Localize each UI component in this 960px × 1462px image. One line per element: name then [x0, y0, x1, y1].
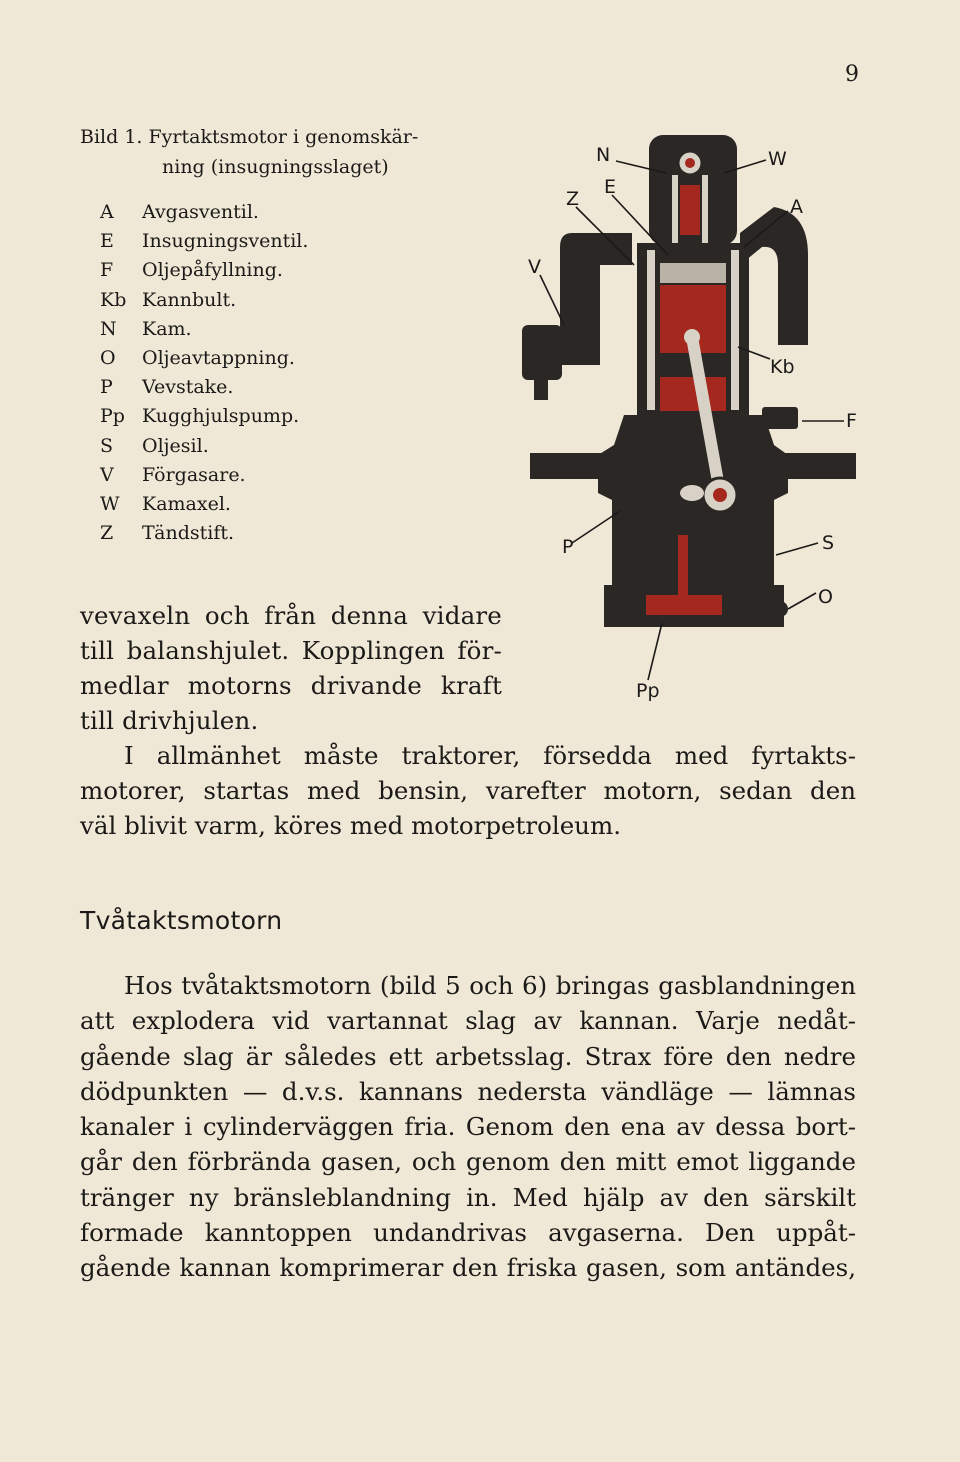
legend-key: Z — [100, 522, 114, 545]
legend-text: Kam. — [142, 317, 192, 340]
caption-line: Bild 1. Fyrtaktsmotor i genomskär- — [80, 126, 419, 148]
text-line: vevaxeln och från denna vidare — [80, 601, 502, 630]
legend-key: Pp — [100, 405, 125, 428]
legend-text: Oljepåfyllning. — [142, 259, 283, 282]
text-line: Hos tvåtaktsmotorn (bild 5 och 6) bringas gasblandningen — [124, 971, 856, 1000]
legend-item — [100, 315, 308, 344]
label-Kb: Kb — [770, 356, 795, 378]
label-Pp: Pp — [636, 680, 660, 702]
text-line: I allmänhet måste traktorer, försedda med fyrtakts- — [124, 741, 856, 770]
camshaft-center — [685, 158, 695, 168]
text-line: kanaler i cylinderväggen fria. Genom den ena av dessa bort- — [80, 1112, 856, 1142]
figure-caption — [80, 122, 500, 182]
legend-text: Oljesil. — [142, 434, 209, 457]
legend-text: Insugningsventil. — [142, 230, 309, 253]
legend-key: A — [100, 201, 114, 223]
text-line: motorer, startas med bensin, varefter motorn, sedan den — [80, 776, 856, 805]
paragraph-2 — [80, 738, 856, 843]
carburetor-float — [534, 380, 548, 400]
legend-key: E — [100, 230, 114, 253]
carburetor-neck — [560, 347, 590, 365]
legend-key: S — [100, 434, 114, 457]
legend-key: N — [100, 317, 117, 340]
label-W: W — [768, 148, 787, 170]
figure-legend — [100, 198, 308, 548]
oil-pump-shaft — [678, 535, 688, 597]
label-E: E — [604, 176, 617, 198]
legend-item — [100, 227, 308, 256]
legend-text: Vevstake. — [142, 376, 234, 399]
crankshaft-hub — [680, 485, 704, 501]
crankcase-flange — [530, 453, 856, 479]
text-line: medlar motorns drivande kraft — [80, 671, 502, 700]
legend-key: V — [100, 463, 114, 486]
legend-item — [100, 344, 308, 373]
legend-text: Tändstift. — [142, 522, 235, 545]
label-V: V — [528, 256, 541, 278]
oil-drain-plug — [772, 601, 788, 617]
section-heading: Tvåtaktsmotorn — [80, 906, 283, 935]
legend-text: Förgasare. — [142, 463, 246, 486]
oil-filler — [762, 407, 798, 429]
text-line: väl blivit varm, köres med motorpetroleum. — [80, 811, 621, 840]
label-O: O — [818, 586, 833, 608]
label-P: P — [562, 536, 574, 558]
text-line: till drivhjulen. — [80, 706, 259, 735]
legend-item — [100, 373, 308, 402]
legend-item — [100, 286, 308, 315]
text-line: gående slag är således ett arbetsslag. Strax före den nedre — [80, 1041, 856, 1071]
engine-diagram — [512, 115, 872, 710]
label-N: N — [596, 144, 611, 166]
cylinder-wall-left — [647, 250, 655, 410]
legend-key: Kb — [100, 288, 127, 311]
label-A: A — [790, 196, 803, 218]
text-line: till balanshjulet. Kopplingen för- — [80, 636, 502, 665]
legend-text: Oljeavtappning. — [142, 347, 295, 370]
oil-pump-gear — [646, 595, 722, 615]
legend-item — [100, 198, 308, 227]
legend-text: Kamaxel. — [142, 493, 231, 516]
legend-key: P — [100, 376, 113, 399]
legend-key: W — [100, 493, 120, 516]
legend-text: Kugghjulspump. — [142, 405, 300, 428]
combustion-chamber — [660, 263, 726, 283]
lower-cylinder-red — [660, 377, 726, 411]
label-S: S — [822, 532, 835, 554]
paragraph-3 — [80, 968, 856, 1286]
carburetor — [522, 325, 562, 380]
legend-item — [100, 402, 308, 431]
label-F: F — [846, 410, 857, 432]
legend-item — [100, 461, 308, 490]
crank-bearing-center — [713, 488, 727, 502]
text-line: att explodera vid vartannat slag av kannan. Varje nedåt- — [80, 1006, 856, 1036]
text-line: dödpunkten — d.v.s. kannans nedersta vändläge — lämnas — [80, 1076, 856, 1106]
valve-housing-detail — [680, 185, 700, 235]
cylinder-wall-right — [731, 250, 739, 410]
legend-text: Avgasventil. — [142, 201, 259, 223]
label-Z: Z — [566, 188, 580, 210]
legend-item — [100, 490, 308, 519]
legend-item — [100, 256, 308, 285]
legend-key: O — [100, 347, 116, 370]
legend-item — [100, 432, 308, 461]
page-number: 9 — [845, 62, 859, 87]
legend-key: F — [100, 259, 114, 282]
legend-item — [100, 519, 308, 548]
paragraph-1 — [80, 598, 502, 738]
legend-text: Kannbult. — [142, 288, 237, 311]
text-line: går den förbrända gasen, och genom den mitt emot liggande — [80, 1147, 856, 1177]
text-line: gående kannan komprimerar den friska gasen, som antändes, — [80, 1253, 856, 1283]
engine-cross-section-figure — [512, 115, 872, 710]
text-line: tränger ny bränsleblandning in. Med hjälp av den särskilt — [80, 1182, 856, 1212]
exhaust-pipe — [740, 207, 808, 345]
text-line: formade kanntoppen undandrivas avgaserna. Den uppåt- — [80, 1218, 856, 1248]
caption-line: ning (insugningsslaget) — [162, 156, 389, 178]
